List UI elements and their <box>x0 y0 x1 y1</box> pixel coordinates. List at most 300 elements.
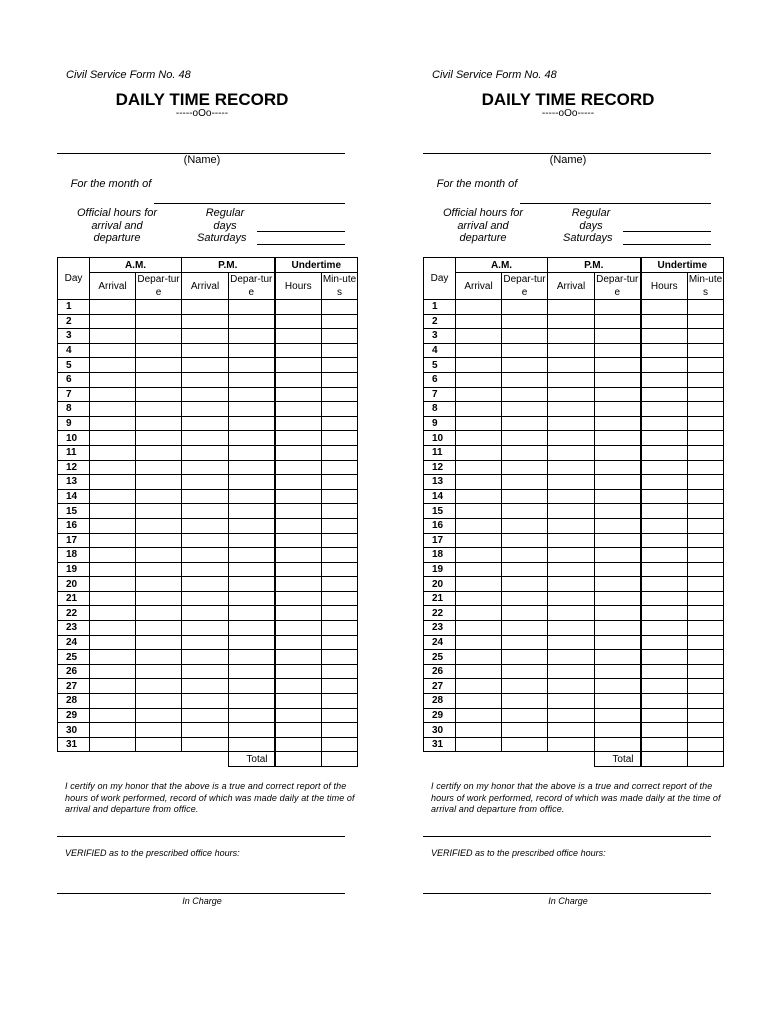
undertime-hours-cell[interactable] <box>275 387 322 402</box>
pm-departure-cell[interactable] <box>229 518 275 533</box>
pm-arrival-cell[interactable] <box>182 431 229 446</box>
am-departure-cell[interactable] <box>502 723 548 738</box>
undertime-hours-cell[interactable] <box>275 372 322 387</box>
pm-departure-cell[interactable] <box>595 606 641 621</box>
am-arrival-cell[interactable] <box>90 621 136 636</box>
pm-arrival-cell[interactable] <box>548 635 595 650</box>
undertime-hours-cell[interactable] <box>275 314 322 329</box>
pm-departure-cell[interactable] <box>595 650 641 665</box>
am-departure-cell[interactable] <box>502 708 548 723</box>
am-arrival-cell[interactable] <box>456 533 502 548</box>
am-arrival-cell[interactable] <box>90 548 136 563</box>
undertime-minutes-cell[interactable] <box>322 343 358 358</box>
pm-arrival-cell[interactable] <box>548 372 595 387</box>
am-arrival-cell[interactable] <box>456 577 502 592</box>
signature-line[interactable] <box>423 836 711 837</box>
undertime-minutes-cell[interactable] <box>688 460 724 475</box>
am-arrival-cell[interactable] <box>456 402 502 417</box>
pm-departure-cell[interactable] <box>595 694 641 709</box>
undertime-minutes-cell[interactable] <box>322 679 358 694</box>
undertime-hours-cell[interactable] <box>641 708 688 723</box>
undertime-minutes-cell[interactable] <box>688 635 724 650</box>
am-arrival-cell[interactable] <box>90 591 136 606</box>
undertime-minutes-cell[interactable] <box>322 723 358 738</box>
pm-arrival-cell[interactable] <box>182 445 229 460</box>
am-arrival-cell[interactable] <box>456 664 502 679</box>
undertime-minutes-cell[interactable] <box>688 475 724 490</box>
undertime-hours-cell[interactable] <box>641 548 688 563</box>
am-arrival-cell[interactable] <box>90 402 136 417</box>
pm-arrival-cell[interactable] <box>182 621 229 636</box>
am-arrival-cell[interactable] <box>90 372 136 387</box>
undertime-minutes-cell[interactable] <box>688 314 724 329</box>
am-arrival-cell[interactable] <box>456 723 502 738</box>
pm-departure-cell[interactable] <box>229 577 275 592</box>
pm-arrival-cell[interactable] <box>548 416 595 431</box>
am-departure-cell[interactable] <box>136 606 182 621</box>
undertime-hours-cell[interactable] <box>641 416 688 431</box>
pm-arrival-cell[interactable] <box>182 591 229 606</box>
undertime-minutes-cell[interactable] <box>322 518 358 533</box>
am-arrival-cell[interactable] <box>456 387 502 402</box>
undertime-minutes-cell[interactable] <box>322 591 358 606</box>
am-arrival-cell[interactable] <box>456 343 502 358</box>
pm-arrival-cell[interactable] <box>182 577 229 592</box>
am-arrival-cell[interactable] <box>456 621 502 636</box>
am-arrival-cell[interactable] <box>90 606 136 621</box>
pm-departure-cell[interactable] <box>595 518 641 533</box>
am-arrival-cell[interactable] <box>456 708 502 723</box>
pm-departure-cell[interactable] <box>229 300 275 315</box>
am-arrival-cell[interactable] <box>90 679 136 694</box>
pm-arrival-cell[interactable] <box>548 708 595 723</box>
am-arrival-cell[interactable] <box>90 475 136 490</box>
pm-arrival-cell[interactable] <box>182 518 229 533</box>
undertime-minutes-cell[interactable] <box>322 416 358 431</box>
undertime-minutes-cell[interactable] <box>322 606 358 621</box>
pm-departure-cell[interactable] <box>595 577 641 592</box>
undertime-minutes-cell[interactable] <box>322 300 358 315</box>
pm-departure-cell[interactable] <box>229 431 275 446</box>
undertime-minutes-cell[interactable] <box>688 329 724 344</box>
regular-days-line[interactable] <box>623 231 711 232</box>
undertime-hours-cell[interactable] <box>275 664 322 679</box>
pm-arrival-cell[interactable] <box>548 664 595 679</box>
undertime-minutes-cell[interactable] <box>688 650 724 665</box>
am-arrival-cell[interactable] <box>90 635 136 650</box>
am-departure-cell[interactable] <box>136 679 182 694</box>
undertime-hours-cell[interactable] <box>641 343 688 358</box>
saturdays-line[interactable] <box>257 244 345 245</box>
undertime-hours-cell[interactable] <box>641 635 688 650</box>
am-departure-cell[interactable] <box>502 387 548 402</box>
am-arrival-cell[interactable] <box>456 694 502 709</box>
am-arrival-cell[interactable] <box>90 694 136 709</box>
am-arrival-cell[interactable] <box>90 664 136 679</box>
undertime-minutes-cell[interactable] <box>322 708 358 723</box>
undertime-hours-cell[interactable] <box>275 723 322 738</box>
pm-departure-cell[interactable] <box>229 329 275 344</box>
undertime-minutes-cell[interactable] <box>322 650 358 665</box>
pm-departure-cell[interactable] <box>595 402 641 417</box>
undertime-hours-cell[interactable] <box>275 402 322 417</box>
in-charge-signature-line[interactable] <box>57 893 345 894</box>
am-arrival-cell[interactable] <box>90 708 136 723</box>
undertime-hours-cell[interactable] <box>641 300 688 315</box>
am-departure-cell[interactable] <box>136 664 182 679</box>
pm-departure-cell[interactable] <box>229 664 275 679</box>
undertime-minutes-cell[interactable] <box>688 445 724 460</box>
undertime-minutes-cell[interactable] <box>688 300 724 315</box>
am-arrival-cell[interactable] <box>90 577 136 592</box>
am-departure-cell[interactable] <box>136 548 182 563</box>
pm-departure-cell[interactable] <box>229 489 275 504</box>
saturdays-line[interactable] <box>623 244 711 245</box>
am-arrival-cell[interactable] <box>456 548 502 563</box>
pm-departure-cell[interactable] <box>595 489 641 504</box>
am-departure-cell[interactable] <box>136 460 182 475</box>
pm-arrival-cell[interactable] <box>548 314 595 329</box>
am-departure-cell[interactable] <box>502 402 548 417</box>
undertime-hours-cell[interactable] <box>275 562 322 577</box>
am-departure-cell[interactable] <box>502 460 548 475</box>
undertime-minutes-cell[interactable] <box>688 694 724 709</box>
pm-departure-cell[interactable] <box>229 562 275 577</box>
undertime-hours-cell[interactable] <box>275 475 322 490</box>
pm-departure-cell[interactable] <box>595 343 641 358</box>
undertime-minutes-cell[interactable] <box>322 402 358 417</box>
undertime-minutes-cell[interactable] <box>688 562 724 577</box>
am-arrival-cell[interactable] <box>456 679 502 694</box>
undertime-hours-cell[interactable] <box>275 489 322 504</box>
pm-arrival-cell[interactable] <box>182 387 229 402</box>
undertime-minutes-cell[interactable] <box>322 431 358 446</box>
undertime-minutes-cell[interactable] <box>322 445 358 460</box>
pm-departure-cell[interactable] <box>229 708 275 723</box>
total-minutes-cell[interactable] <box>688 752 724 767</box>
undertime-hours-cell[interactable] <box>275 548 322 563</box>
undertime-hours-cell[interactable] <box>641 591 688 606</box>
undertime-minutes-cell[interactable] <box>322 387 358 402</box>
am-departure-cell[interactable] <box>136 518 182 533</box>
signature-line[interactable] <box>57 836 345 837</box>
am-arrival-cell[interactable] <box>456 431 502 446</box>
pm-departure-cell[interactable] <box>229 460 275 475</box>
am-arrival-cell[interactable] <box>456 737 502 752</box>
am-arrival-cell[interactable] <box>456 606 502 621</box>
undertime-minutes-cell[interactable] <box>322 372 358 387</box>
pm-departure-cell[interactable] <box>595 431 641 446</box>
am-departure-cell[interactable] <box>502 416 548 431</box>
pm-arrival-cell[interactable] <box>548 723 595 738</box>
pm-departure-cell[interactable] <box>595 314 641 329</box>
am-departure-cell[interactable] <box>502 343 548 358</box>
undertime-hours-cell[interactable] <box>275 300 322 315</box>
undertime-hours-cell[interactable] <box>641 314 688 329</box>
am-departure-cell[interactable] <box>136 723 182 738</box>
month-line[interactable] <box>520 203 711 204</box>
undertime-hours-cell[interactable] <box>641 723 688 738</box>
pm-arrival-cell[interactable] <box>548 577 595 592</box>
am-arrival-cell[interactable] <box>90 343 136 358</box>
pm-departure-cell[interactable] <box>595 562 641 577</box>
pm-arrival-cell[interactable] <box>548 460 595 475</box>
am-arrival-cell[interactable] <box>90 416 136 431</box>
am-departure-cell[interactable] <box>502 650 548 665</box>
undertime-hours-cell[interactable] <box>275 650 322 665</box>
undertime-hours-cell[interactable] <box>641 489 688 504</box>
undertime-minutes-cell[interactable] <box>322 358 358 373</box>
am-arrival-cell[interactable] <box>90 504 136 519</box>
pm-arrival-cell[interactable] <box>548 358 595 373</box>
am-arrival-cell[interactable] <box>90 431 136 446</box>
pm-arrival-cell[interactable] <box>548 562 595 577</box>
am-arrival-cell[interactable] <box>90 650 136 665</box>
undertime-minutes-cell[interactable] <box>688 708 724 723</box>
undertime-minutes-cell[interactable] <box>322 694 358 709</box>
am-arrival-cell[interactable] <box>456 475 502 490</box>
undertime-minutes-cell[interactable] <box>322 635 358 650</box>
pm-arrival-cell[interactable] <box>548 387 595 402</box>
am-departure-cell[interactable] <box>136 314 182 329</box>
pm-arrival-cell[interactable] <box>182 694 229 709</box>
am-departure-cell[interactable] <box>502 664 548 679</box>
pm-departure-cell[interactable] <box>229 343 275 358</box>
am-arrival-cell[interactable] <box>90 562 136 577</box>
undertime-hours-cell[interactable] <box>275 343 322 358</box>
pm-arrival-cell[interactable] <box>182 650 229 665</box>
undertime-hours-cell[interactable] <box>275 504 322 519</box>
pm-arrival-cell[interactable] <box>182 533 229 548</box>
undertime-hours-cell[interactable] <box>641 372 688 387</box>
am-departure-cell[interactable] <box>136 694 182 709</box>
undertime-hours-cell[interactable] <box>641 533 688 548</box>
am-departure-cell[interactable] <box>136 504 182 519</box>
undertime-minutes-cell[interactable] <box>688 402 724 417</box>
undertime-minutes-cell[interactable] <box>322 533 358 548</box>
am-departure-cell[interactable] <box>136 533 182 548</box>
undertime-minutes-cell[interactable] <box>322 504 358 519</box>
am-departure-cell[interactable] <box>502 489 548 504</box>
pm-departure-cell[interactable] <box>229 387 275 402</box>
am-departure-cell[interactable] <box>502 300 548 315</box>
undertime-hours-cell[interactable] <box>641 387 688 402</box>
pm-arrival-cell[interactable] <box>548 606 595 621</box>
am-arrival-cell[interactable] <box>90 387 136 402</box>
am-arrival-cell[interactable] <box>90 489 136 504</box>
pm-arrival-cell[interactable] <box>548 737 595 752</box>
am-departure-cell[interactable] <box>136 372 182 387</box>
am-arrival-cell[interactable] <box>456 591 502 606</box>
am-departure-cell[interactable] <box>136 300 182 315</box>
pm-departure-cell[interactable] <box>595 621 641 636</box>
pm-arrival-cell[interactable] <box>548 650 595 665</box>
pm-departure-cell[interactable] <box>229 445 275 460</box>
undertime-minutes-cell[interactable] <box>322 460 358 475</box>
pm-arrival-cell[interactable] <box>182 635 229 650</box>
undertime-hours-cell[interactable] <box>275 577 322 592</box>
am-arrival-cell[interactable] <box>456 300 502 315</box>
pm-arrival-cell[interactable] <box>182 548 229 563</box>
pm-arrival-cell[interactable] <box>182 708 229 723</box>
in-charge-signature-line[interactable] <box>423 893 711 894</box>
pm-arrival-cell[interactable] <box>182 664 229 679</box>
pm-departure-cell[interactable] <box>229 372 275 387</box>
undertime-minutes-cell[interactable] <box>688 723 724 738</box>
pm-arrival-cell[interactable] <box>182 723 229 738</box>
am-arrival-cell[interactable] <box>90 300 136 315</box>
pm-arrival-cell[interactable] <box>182 489 229 504</box>
undertime-minutes-cell[interactable] <box>322 548 358 563</box>
undertime-minutes-cell[interactable] <box>688 679 724 694</box>
pm-arrival-cell[interactable] <box>548 475 595 490</box>
pm-arrival-cell[interactable] <box>548 694 595 709</box>
pm-departure-cell[interactable] <box>229 679 275 694</box>
undertime-minutes-cell[interactable] <box>688 343 724 358</box>
am-departure-cell[interactable] <box>136 416 182 431</box>
undertime-hours-cell[interactable] <box>275 606 322 621</box>
month-line[interactable] <box>154 203 345 204</box>
pm-arrival-cell[interactable] <box>182 300 229 315</box>
undertime-hours-cell[interactable] <box>275 621 322 636</box>
pm-departure-cell[interactable] <box>595 445 641 460</box>
am-departure-cell[interactable] <box>502 606 548 621</box>
undertime-hours-cell[interactable] <box>275 591 322 606</box>
am-arrival-cell[interactable] <box>90 329 136 344</box>
am-departure-cell[interactable] <box>502 358 548 373</box>
am-departure-cell[interactable] <box>502 504 548 519</box>
am-arrival-cell[interactable] <box>90 533 136 548</box>
pm-departure-cell[interactable] <box>595 708 641 723</box>
undertime-minutes-cell[interactable] <box>688 664 724 679</box>
am-arrival-cell[interactable] <box>456 489 502 504</box>
pm-departure-cell[interactable] <box>229 694 275 709</box>
pm-departure-cell[interactable] <box>229 402 275 417</box>
pm-arrival-cell[interactable] <box>182 343 229 358</box>
am-departure-cell[interactable] <box>502 577 548 592</box>
regular-days-line[interactable] <box>257 231 345 232</box>
pm-departure-cell[interactable] <box>229 591 275 606</box>
am-departure-cell[interactable] <box>136 387 182 402</box>
am-departure-cell[interactable] <box>502 372 548 387</box>
undertime-hours-cell[interactable] <box>275 329 322 344</box>
am-arrival-cell[interactable] <box>456 562 502 577</box>
am-arrival-cell[interactable] <box>456 314 502 329</box>
am-departure-cell[interactable] <box>136 577 182 592</box>
pm-arrival-cell[interactable] <box>548 548 595 563</box>
undertime-hours-cell[interactable] <box>641 431 688 446</box>
undertime-minutes-cell[interactable] <box>322 489 358 504</box>
am-arrival-cell[interactable] <box>90 445 136 460</box>
pm-arrival-cell[interactable] <box>548 533 595 548</box>
am-departure-cell[interactable] <box>502 314 548 329</box>
pm-arrival-cell[interactable] <box>182 314 229 329</box>
undertime-minutes-cell[interactable] <box>688 621 724 636</box>
undertime-minutes-cell[interactable] <box>322 577 358 592</box>
am-arrival-cell[interactable] <box>456 460 502 475</box>
pm-departure-cell[interactable] <box>229 635 275 650</box>
undertime-hours-cell[interactable] <box>275 694 322 709</box>
undertime-minutes-cell[interactable] <box>322 621 358 636</box>
pm-arrival-cell[interactable] <box>548 329 595 344</box>
undertime-minutes-cell[interactable] <box>688 548 724 563</box>
undertime-minutes-cell[interactable] <box>688 533 724 548</box>
pm-arrival-cell[interactable] <box>182 737 229 752</box>
am-departure-cell[interactable] <box>136 358 182 373</box>
undertime-minutes-cell[interactable] <box>688 372 724 387</box>
undertime-hours-cell[interactable] <box>641 504 688 519</box>
pm-departure-cell[interactable] <box>229 416 275 431</box>
pm-arrival-cell[interactable] <box>182 504 229 519</box>
am-departure-cell[interactable] <box>136 402 182 417</box>
undertime-minutes-cell[interactable] <box>688 387 724 402</box>
am-arrival-cell[interactable] <box>90 518 136 533</box>
pm-departure-cell[interactable] <box>229 723 275 738</box>
undertime-hours-cell[interactable] <box>641 694 688 709</box>
am-arrival-cell[interactable] <box>456 518 502 533</box>
undertime-hours-cell[interactable] <box>641 518 688 533</box>
pm-arrival-cell[interactable] <box>182 329 229 344</box>
am-departure-cell[interactable] <box>502 329 548 344</box>
am-arrival-cell[interactable] <box>456 504 502 519</box>
am-arrival-cell[interactable] <box>456 635 502 650</box>
pm-arrival-cell[interactable] <box>182 358 229 373</box>
pm-arrival-cell[interactable] <box>182 562 229 577</box>
pm-departure-cell[interactable] <box>229 475 275 490</box>
undertime-hours-cell[interactable] <box>275 431 322 446</box>
am-departure-cell[interactable] <box>136 445 182 460</box>
am-arrival-cell[interactable] <box>456 372 502 387</box>
pm-arrival-cell[interactable] <box>182 416 229 431</box>
undertime-hours-cell[interactable] <box>641 445 688 460</box>
undertime-hours-cell[interactable] <box>641 606 688 621</box>
undertime-minutes-cell[interactable] <box>688 431 724 446</box>
undertime-hours-cell[interactable] <box>275 445 322 460</box>
pm-departure-cell[interactable] <box>595 679 641 694</box>
pm-departure-cell[interactable] <box>229 737 275 752</box>
undertime-minutes-cell[interactable] <box>688 504 724 519</box>
undertime-hours-cell[interactable] <box>275 518 322 533</box>
undertime-minutes-cell[interactable] <box>322 737 358 752</box>
undertime-minutes-cell[interactable] <box>688 489 724 504</box>
pm-departure-cell[interactable] <box>595 737 641 752</box>
am-departure-cell[interactable] <box>502 621 548 636</box>
undertime-minutes-cell[interactable] <box>688 737 724 752</box>
am-arrival-cell[interactable] <box>456 329 502 344</box>
pm-arrival-cell[interactable] <box>182 679 229 694</box>
pm-departure-cell[interactable] <box>595 329 641 344</box>
pm-departure-cell[interactable] <box>595 664 641 679</box>
am-departure-cell[interactable] <box>502 679 548 694</box>
undertime-minutes-cell[interactable] <box>322 475 358 490</box>
pm-departure-cell[interactable] <box>229 621 275 636</box>
am-arrival-cell[interactable] <box>90 723 136 738</box>
pm-arrival-cell[interactable] <box>182 460 229 475</box>
undertime-minutes-cell[interactable] <box>322 562 358 577</box>
undertime-minutes-cell[interactable] <box>688 416 724 431</box>
pm-departure-cell[interactable] <box>229 314 275 329</box>
pm-departure-cell[interactable] <box>595 548 641 563</box>
am-departure-cell[interactable] <box>502 694 548 709</box>
undertime-hours-cell[interactable] <box>641 460 688 475</box>
am-departure-cell[interactable] <box>502 533 548 548</box>
undertime-hours-cell[interactable] <box>641 664 688 679</box>
am-arrival-cell[interactable] <box>456 358 502 373</box>
undertime-hours-cell[interactable] <box>275 358 322 373</box>
undertime-minutes-cell[interactable] <box>688 577 724 592</box>
am-arrival-cell[interactable] <box>456 445 502 460</box>
pm-arrival-cell[interactable] <box>548 518 595 533</box>
